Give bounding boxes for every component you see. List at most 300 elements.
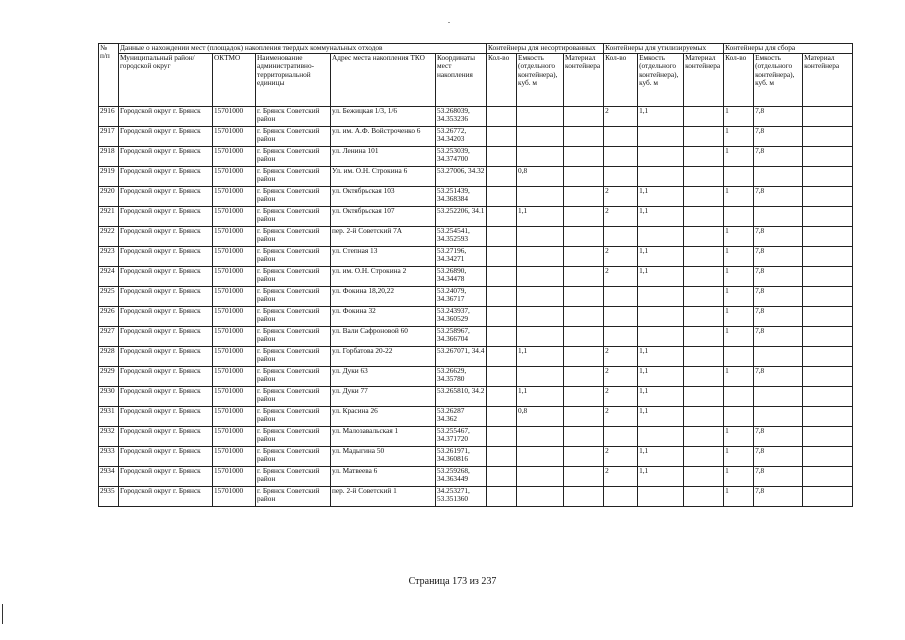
table-cell xyxy=(604,167,638,187)
header-group-collect: Контейнеры для сбора xyxy=(724,44,853,54)
table-cell: 2921 xyxy=(99,207,119,227)
table-cell: 2 xyxy=(604,447,638,467)
header-column: ОКТМО xyxy=(213,54,256,107)
table-cell xyxy=(803,367,853,387)
table-cell: 1 xyxy=(724,447,754,467)
table-cell: 1 xyxy=(724,107,754,127)
table-cell: 1,1 xyxy=(517,387,564,407)
table-cell xyxy=(724,387,754,407)
table-cell: 1 xyxy=(724,287,754,307)
table-cell xyxy=(517,467,564,487)
table-cell: 2924 xyxy=(99,267,119,287)
table-cell: Городской округ г. Брянск xyxy=(119,107,213,127)
table-cell: 7,8 xyxy=(754,187,803,207)
table-cell: 15701000 xyxy=(213,107,256,127)
table-cell: г. Брянск Советский район xyxy=(256,347,331,367)
table-cell: 2928 xyxy=(99,347,119,367)
table-cell: 1 xyxy=(724,427,754,447)
table-cell xyxy=(487,127,517,147)
table-cell: г. Брянск Советский район xyxy=(256,467,331,487)
table-row xyxy=(99,147,853,167)
table-cell: г. Брянск Советский район xyxy=(256,387,331,407)
header-column: Муниципальный район/городской округ xyxy=(119,54,213,107)
table-cell: г. Брянск Советский район xyxy=(256,367,331,387)
table-cell xyxy=(684,327,724,347)
table-cell xyxy=(487,487,517,507)
table-cell xyxy=(754,207,803,227)
table-cell xyxy=(803,287,853,307)
table-cell: Городской округ г. Брянск xyxy=(119,347,213,367)
table-cell: Городской округ г. Брянск xyxy=(119,427,213,447)
header-column: Емкость (отдельного контейнера), куб. м xyxy=(517,54,564,107)
table-cell: 1,1 xyxy=(638,207,684,227)
table-cell: 2 xyxy=(604,387,638,407)
header-column: Кол-во xyxy=(487,54,517,107)
table-row xyxy=(99,407,853,427)
table-cell xyxy=(754,407,803,427)
table-cell xyxy=(487,147,517,167)
table-row xyxy=(99,427,853,447)
table-cell: г. Брянск Советский район xyxy=(256,427,331,447)
table-cell: 15701000 xyxy=(213,407,256,427)
table-cell xyxy=(724,347,754,367)
table-row xyxy=(99,467,853,487)
table-cell xyxy=(803,407,853,427)
table-cell xyxy=(487,367,517,387)
table-cell: 1,1 xyxy=(638,447,684,467)
table-cell xyxy=(517,227,564,247)
table-row xyxy=(99,287,853,307)
table-cell: ул. Бежицкая 1/3, 1/6 xyxy=(331,107,436,127)
table-cell: 2 xyxy=(604,107,638,127)
table-cell xyxy=(487,407,517,427)
table-cell xyxy=(684,307,724,327)
table-cell: 15701000 xyxy=(213,247,256,267)
table-cell: 7,8 xyxy=(754,227,803,247)
table-cell: 53.253039, 34.374700 xyxy=(436,147,487,167)
table-cell: пер. 2-й Советский 1 xyxy=(331,487,436,507)
table-cell xyxy=(684,367,724,387)
table-cell: 34.253271, 53.351360 xyxy=(436,487,487,507)
table-cell: 1 xyxy=(724,327,754,347)
table-cell: 53.243937, 34.360529 xyxy=(436,307,487,327)
table-cell xyxy=(684,107,724,127)
table-cell: 1,1 xyxy=(638,407,684,427)
table-cell xyxy=(604,227,638,247)
table-cell xyxy=(517,307,564,327)
table-cell xyxy=(487,447,517,467)
table-cell: 15701000 xyxy=(213,187,256,207)
table-cell: 2920 xyxy=(99,187,119,207)
table-cell: 1,1 xyxy=(638,187,684,207)
table-cell: 7,8 xyxy=(754,127,803,147)
table-cell xyxy=(487,227,517,247)
table-cell: 7,8 xyxy=(754,287,803,307)
table-cell: Городской округ г. Брянск xyxy=(119,227,213,247)
table-cell xyxy=(803,387,853,407)
table-cell xyxy=(684,187,724,207)
table-cell: Городской округ г. Брянск xyxy=(119,187,213,207)
table-cell xyxy=(604,487,638,507)
table-cell: 2931 xyxy=(99,407,119,427)
table-cell xyxy=(517,127,564,147)
table-cell xyxy=(684,127,724,147)
table-cell xyxy=(724,207,754,227)
header-no: № п/п xyxy=(99,44,119,107)
table-cell xyxy=(684,227,724,247)
table-cell: пер. 2-й Советский 7А xyxy=(331,227,436,247)
table-cell: 53.27196, 34.34271 xyxy=(436,247,487,267)
table-cell: 53.259268, 34.363449 xyxy=(436,467,487,487)
table-cell xyxy=(638,127,684,147)
table-cell xyxy=(684,147,724,167)
table-cell xyxy=(487,187,517,207)
header-group-unsorted: Контейнеры для несортированных xyxy=(487,44,604,54)
table-cell: 2930 xyxy=(99,387,119,407)
table-cell xyxy=(684,247,724,267)
table-row xyxy=(99,187,853,207)
table-cell: 15701000 xyxy=(213,167,256,187)
table-cell: 2926 xyxy=(99,307,119,327)
table-cell: 7,8 xyxy=(754,267,803,287)
table-cell xyxy=(684,347,724,367)
table-cell xyxy=(803,467,853,487)
table-cell xyxy=(803,167,853,187)
table-cell: 1 xyxy=(724,267,754,287)
table-cell: г. Брянск Советский район xyxy=(256,447,331,467)
table-cell: 2 xyxy=(604,467,638,487)
table-cell: 53.258967, 34.366704 xyxy=(436,327,487,347)
table-cell xyxy=(803,347,853,367)
page-number: Страница 173 из 237 xyxy=(408,576,497,587)
table-cell: 0,8 xyxy=(517,167,564,187)
table-cell xyxy=(564,427,604,447)
table-cell xyxy=(684,287,724,307)
table-cell: 1,1 xyxy=(638,247,684,267)
table-cell xyxy=(564,247,604,267)
header-column: Емкость (отдельного контейнера), куб. м xyxy=(754,54,803,107)
table-cell xyxy=(684,207,724,227)
table-cell xyxy=(604,287,638,307)
table-cell: Городской округ г. Брянск xyxy=(119,167,213,187)
table-cell: 53.261971, 34.360816 xyxy=(436,447,487,467)
table-cell xyxy=(638,307,684,327)
table-cell: 1,1 xyxy=(638,467,684,487)
table-cell xyxy=(564,127,604,147)
table-cell: 53.268039, 34.353236 xyxy=(436,107,487,127)
table-cell xyxy=(684,387,724,407)
table-cell xyxy=(803,487,853,507)
header-column: Материал контейнера xyxy=(803,54,853,107)
table-cell xyxy=(803,227,853,247)
table-cell: 53.27006, 34.32 xyxy=(436,167,487,187)
table-cell xyxy=(564,467,604,487)
table-cell: Городской округ г. Брянск xyxy=(119,307,213,327)
table-cell: 7,8 xyxy=(754,107,803,127)
table-cell xyxy=(517,327,564,347)
table-cell: Городской округ г. Брянск xyxy=(119,267,213,287)
table-cell: 2 xyxy=(604,247,638,267)
table-cell: 1 xyxy=(724,307,754,327)
table-cell xyxy=(684,407,724,427)
table-cell xyxy=(517,427,564,447)
table-cell xyxy=(684,267,724,287)
table-row xyxy=(99,227,853,247)
header-column: Материал контейнера xyxy=(564,54,604,107)
table-cell xyxy=(517,487,564,507)
table-cell: 2934 xyxy=(99,467,119,487)
table-row xyxy=(99,307,853,327)
table-cell: 1 xyxy=(724,147,754,167)
table-cell: 2 xyxy=(604,367,638,387)
table-cell xyxy=(517,447,564,467)
table-cell xyxy=(684,487,724,507)
table-cell xyxy=(638,287,684,307)
table-cell: ул. Малозавальская 1 xyxy=(331,427,436,447)
table-cell: 15701000 xyxy=(213,267,256,287)
table-cell xyxy=(803,207,853,227)
table-cell: 2927 xyxy=(99,327,119,347)
table-cell xyxy=(803,427,853,447)
table-cell xyxy=(638,227,684,247)
table-cell xyxy=(487,207,517,227)
table-cell: 53.24079, 34.36717 xyxy=(436,287,487,307)
table-cell xyxy=(517,287,564,307)
table-cell xyxy=(517,367,564,387)
table-cell xyxy=(684,447,724,467)
table-cell: ул. Степная 13 xyxy=(331,247,436,267)
table-body xyxy=(99,107,853,507)
table-cell: Городской округ г. Брянск xyxy=(119,147,213,167)
table-cell: г. Брянск Советский район xyxy=(256,227,331,247)
table-cell xyxy=(564,387,604,407)
table-cell: г. Брянск Советский район xyxy=(256,287,331,307)
table-cell: 2932 xyxy=(99,427,119,447)
table-cell xyxy=(487,107,517,127)
table-cell: 7,8 xyxy=(754,447,803,467)
table-cell: 7,8 xyxy=(754,467,803,487)
table-cell: 15701000 xyxy=(213,367,256,387)
table-cell: 15701000 xyxy=(213,347,256,367)
table-cell xyxy=(564,307,604,327)
header-column: Емкость (отдельного контейнера), куб. м xyxy=(638,54,684,107)
table-cell xyxy=(487,167,517,187)
table-cell: г. Брянск Советский район xyxy=(256,107,331,127)
table-cell: 53.26772, 34.34203 xyxy=(436,127,487,147)
table-cell xyxy=(684,467,724,487)
table-cell: 2917 xyxy=(99,127,119,147)
table-cell: ул. Вали Сафроновой 60 xyxy=(331,327,436,347)
table-cell: 2 xyxy=(604,347,638,367)
table-cell xyxy=(604,427,638,447)
table-cell: 2 xyxy=(604,207,638,227)
table-cell: Городской округ г. Брянск xyxy=(119,387,213,407)
table-cell xyxy=(564,267,604,287)
table-cell: 7,8 xyxy=(754,427,803,447)
table-cell: 15701000 xyxy=(213,487,256,507)
table-cell: ул. Горбатова 20-22 xyxy=(331,347,436,367)
table-cell xyxy=(564,287,604,307)
table-cell xyxy=(517,107,564,127)
header-column: Материал контейнера xyxy=(684,54,724,107)
table-cell: 15701000 xyxy=(213,387,256,407)
table-cell: ул. Дуки 77 xyxy=(331,387,436,407)
table-cell: ул. Матвеева 6 xyxy=(331,467,436,487)
table-cell: Городской округ г. Брянск xyxy=(119,207,213,227)
table-cell: 2 xyxy=(604,407,638,427)
table-cell: г. Брянск Советский район xyxy=(256,407,331,427)
table-cell: 53.26890, 34.34478 xyxy=(436,267,487,287)
table-cell: г. Брянск Советский район xyxy=(256,187,331,207)
table-cell xyxy=(803,267,853,287)
table-cell xyxy=(754,167,803,187)
table-cell: ул. Мадыгина 50 xyxy=(331,447,436,467)
table-cell xyxy=(487,247,517,267)
table-cell xyxy=(638,487,684,507)
table-cell: 7,8 xyxy=(754,487,803,507)
table-cell xyxy=(638,327,684,347)
table-cell: Ул. им. О.Н. Строкина 6 xyxy=(331,167,436,187)
table-cell: 2 xyxy=(604,187,638,207)
table-cell xyxy=(517,267,564,287)
table-cell: ул. им. О.Н. Строкина 2 xyxy=(331,267,436,287)
table-cell: 2929 xyxy=(99,367,119,387)
table-cell: г. Брянск Советский район xyxy=(256,207,331,227)
table-cell: 7,8 xyxy=(754,327,803,347)
table-cell: 1 xyxy=(724,247,754,267)
table-cell: 1,1 xyxy=(517,207,564,227)
table-cell xyxy=(564,107,604,127)
table-cell: г. Брянск Советский район xyxy=(256,127,331,147)
table-cell xyxy=(564,147,604,167)
header-row-columns xyxy=(99,54,853,107)
table-cell xyxy=(684,427,724,447)
table-cell xyxy=(487,307,517,327)
table-cell xyxy=(803,127,853,147)
table-cell xyxy=(803,187,853,207)
table-cell: 53.267071, 34.4 xyxy=(436,347,487,367)
table-row xyxy=(99,447,853,467)
table-cell: Городской округ г. Брянск xyxy=(119,367,213,387)
table-cell xyxy=(564,227,604,247)
table-cell: г. Брянск Советский район xyxy=(256,307,331,327)
table-cell: ул. Фокина 18,20,22 xyxy=(331,287,436,307)
table-cell: Городской округ г. Брянск xyxy=(119,467,213,487)
table-cell xyxy=(803,307,853,327)
table-cell: 53.265810, 34.2 xyxy=(436,387,487,407)
table-cell xyxy=(604,127,638,147)
table-cell: г. Брянск Советский район xyxy=(256,487,331,507)
table-cell: 53.252206, 34.1 xyxy=(436,207,487,227)
table-cell xyxy=(803,247,853,267)
table-row xyxy=(99,127,853,147)
scan-speck xyxy=(448,22,450,23)
table-cell: 1,1 xyxy=(517,347,564,367)
table-cell xyxy=(517,147,564,167)
table-row xyxy=(99,267,853,287)
table-cell xyxy=(638,167,684,187)
table-cell: ул. Фокина 32 xyxy=(331,307,436,327)
table-cell: 15701000 xyxy=(213,287,256,307)
table-cell: 1,1 xyxy=(638,387,684,407)
table-cell: 1 xyxy=(724,187,754,207)
table-cell: ул. Октябрьская 103 xyxy=(331,187,436,207)
table-cell xyxy=(564,327,604,347)
table-cell: г. Брянск Советский район xyxy=(256,167,331,187)
table-cell xyxy=(754,347,803,367)
table-cell: 1,1 xyxy=(638,107,684,127)
table-cell: 53.255467, 34.371720 xyxy=(436,427,487,447)
table-cell xyxy=(564,167,604,187)
table-cell: 2918 xyxy=(99,147,119,167)
header-row-groups xyxy=(99,44,853,54)
table-cell: г. Брянск Советский район xyxy=(256,147,331,167)
table-cell: Городской округ г. Брянск xyxy=(119,487,213,507)
table-row xyxy=(99,367,853,387)
header-group-recycle: Контейнеры для утилизируемых xyxy=(604,44,724,54)
table-row xyxy=(99,487,853,507)
table-cell: 7,8 xyxy=(754,247,803,267)
table-cell xyxy=(604,147,638,167)
header-column: Координаты мест накопления xyxy=(436,54,487,107)
table-cell xyxy=(564,347,604,367)
table-cell: 1,1 xyxy=(638,367,684,387)
table-cell xyxy=(803,107,853,127)
table-cell: 1,1 xyxy=(638,347,684,367)
table-cell: 53.26629, 34.35780 xyxy=(436,367,487,387)
table-cell xyxy=(564,207,604,227)
table-cell: Городской округ г. Брянск xyxy=(119,247,213,267)
table-cell: г. Брянск Советский район xyxy=(256,267,331,287)
table-row xyxy=(99,107,853,127)
table-cell: 7,8 xyxy=(754,367,803,387)
table-cell: 2925 xyxy=(99,287,119,307)
header-column: Кол-во xyxy=(604,54,638,107)
table-cell: 15701000 xyxy=(213,127,256,147)
table-cell: 1 xyxy=(724,227,754,247)
table-cell: ул. Ленина 101 xyxy=(331,147,436,167)
table-cell: 2 xyxy=(604,267,638,287)
table-cell: Городской округ г. Брянск xyxy=(119,447,213,467)
table-row xyxy=(99,207,853,227)
table-cell: Городской округ г. Брянск xyxy=(119,327,213,347)
table-cell: 1 xyxy=(724,467,754,487)
table-row xyxy=(99,387,853,407)
table-cell: 2935 xyxy=(99,487,119,507)
table-cell xyxy=(564,367,604,387)
table-cell: 2933 xyxy=(99,447,119,467)
table-cell: Городской округ г. Брянск xyxy=(119,287,213,307)
table-cell: 1 xyxy=(724,127,754,147)
table-cell: 15701000 xyxy=(213,207,256,227)
header-column: Наименование административно-территориальной единицы xyxy=(256,54,331,107)
table-cell xyxy=(487,387,517,407)
table-cell: 15701000 xyxy=(213,307,256,327)
table-cell xyxy=(638,147,684,167)
table-cell xyxy=(564,187,604,207)
table-cell xyxy=(487,347,517,367)
waste-sites-table xyxy=(98,43,853,507)
table-cell xyxy=(487,427,517,447)
table-cell: Городской округ г. Брянск xyxy=(119,407,213,427)
table-cell xyxy=(517,187,564,207)
table-cell xyxy=(604,307,638,327)
table-row xyxy=(99,167,853,187)
table-cell: ул. Дуки 63 xyxy=(331,367,436,387)
table-cell xyxy=(564,447,604,467)
table-cell: ул. им. А.Ф. Войстроченко 6 xyxy=(331,127,436,147)
header-column: Адрес места накопления ТКО xyxy=(331,54,436,107)
